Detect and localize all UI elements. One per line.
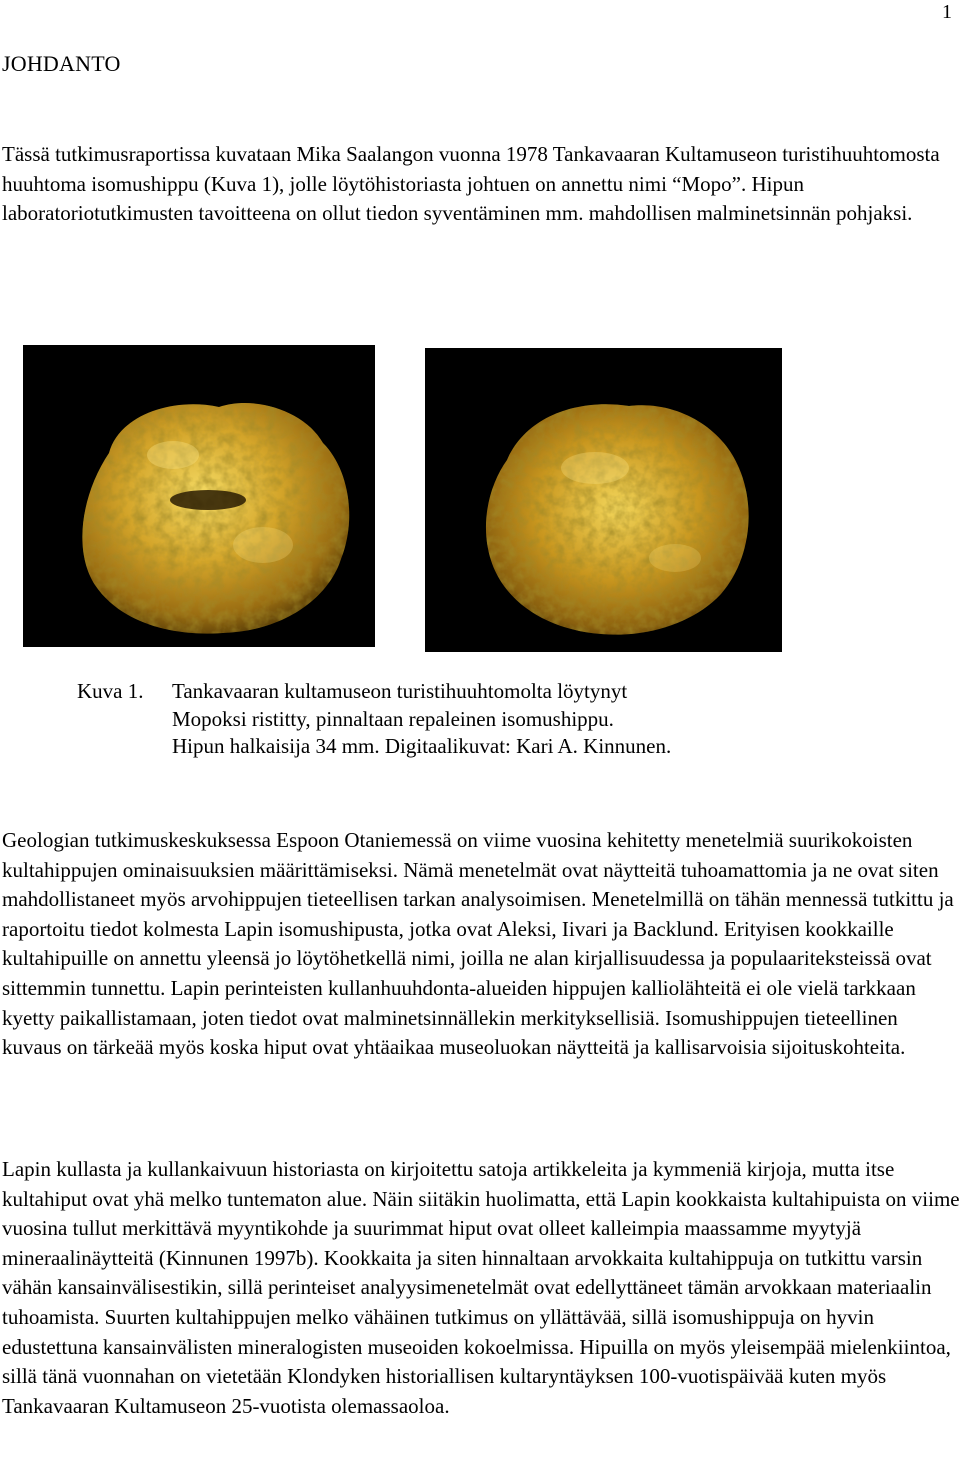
figure-label: Kuva 1. bbox=[77, 679, 144, 703]
body-paragraph: Geologian tutkimuskeskuksessa Espoon Otaniemessä on viime vuosina kehitetty menetelmiä suurikokoisten kultahippujen ominaisuuksien määrittämiseksi. Nämä menetelmät ovat näytteitä tuhoamattomia ja ne ovat siten mahdollistaneet myös arvohippujen tieteellisen tarkan analysoimisen. Menetelmillä on tähän mennessä tutkittu ja raportoitu tiedot kolmesta Lapin isomushipusta, jotka ovat Aleksi, Iivari ja Backlund. Erityisen kookkaille kultahipuille on annettu yleensä jo löytöhetkellä nimi, joilla ne alan kirjallisuudessa ja populaariteksteissä ovat sittemmin tunnettu. Lapin perinteisten kullanhuuhdonta-alueiden hippujen kalliolähteitä ei ole vielä tarkkaan kyetty paikallistamaan, joten tiedot ovat malminetsinnällekin merkityksellisiä. Isomushippujen tieteellinen kuvaus on tärkeää myös koska hiput ovat yhtäaikaa museoluokan näytteitä ja kallisarvoisia sijoituskohteita. bbox=[2, 828, 954, 1060]
gold-nugget-photo-back bbox=[425, 348, 782, 652]
section-heading: JOHDANTO bbox=[2, 51, 121, 76]
figure-caption bbox=[77, 678, 671, 761]
caption-line: Hipun halkaisija 34 mm. Digitaalikuvat: Kari A. Kinnunen. bbox=[172, 734, 672, 758]
body-paragraph: Lapin kullasta ja kullankaivuun historiasta on kirjoitettu satoja artikkeleita ja kymmeniä kirjoja, mutta itse kultahiput ovat yhä melko tuntematon alue. Näin siitäkin huolimatta, että Lapin kookkaista kultahipuista on viime vuosina tullut merkittävä myyntikohde ja suurimmat hiput ovat olleet kalleimpia maassamme myytyjä mineraalinäytteitä (Kinnunen 1997b). Kookkaita ja siten hinnaltaan arvokkaita kultahippuja on tutkittu varsin vähän kansainvälisestikin, sillä perinteiset analyysimenetelmät ovat edellyttäneet tämän arvokkaan materiaalin tuhoamista. Suurten kultahippujen melko vähäinen tutkimus on yllättävää, sillä isomushippuja on hyvin edustettuna kansainvälisten mineralogisten museoiden kokoelmissa. Hipuilla on myös yleisempää mielenkiintoa, sillä tänä vuonnahan on vietetään Klondyken historiallisen kultaryntäyksen 100-vuotispäivää kuten myös Tankavaaran Kultamuseon 25-vuotista olemassaoloa. bbox=[2, 1157, 960, 1418]
page-number: 1 bbox=[942, 1, 952, 23]
caption-line: Mopoksi ristitty, pinnaltaan repaleinen isomushippu. bbox=[172, 706, 614, 731]
gold-nugget-photo-front bbox=[23, 345, 375, 647]
caption-line: Tankavaaran kultamuseon turistihuuhtomolta löytynyt bbox=[172, 679, 628, 703]
intro-paragraph: Tässä tutkimusraportissa kuvataan Mika Saalangon vuonna 1978 Tankavaaran Kultamuseon turistihuuhtomosta huuhtoma isomushippu (Kuva 1), jolle löytöhistoriasta johtuen on annettu nimi “Mopo”. Hipun laboratoriotutkimusten tavoitteena on ollut tiedon syventäminen mm. mahdollisen malminetsinnän pohjaksi. bbox=[2, 142, 940, 226]
